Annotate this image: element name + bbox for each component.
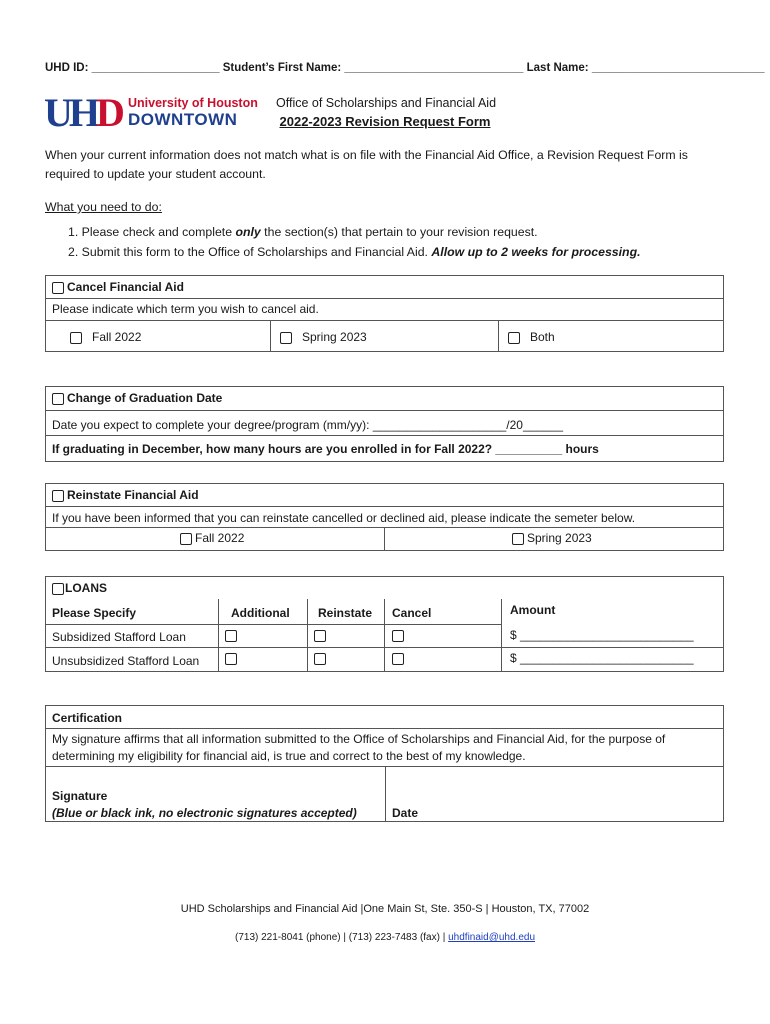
loans-header-additional: Additional: [231, 606, 290, 620]
cancel-option-both[interactable]: Both: [508, 330, 555, 344]
reinstate-title: Reinstate Financial Aid: [52, 488, 199, 502]
graduation-checkbox[interactable]: [52, 393, 64, 405]
loans-section: [45, 576, 724, 672]
reinstate-spring-checkbox[interactable]: [512, 533, 524, 545]
reinstate-checkbox[interactable]: [52, 490, 64, 502]
loan-row-unsubsidized: Unsubsidized Stafford Loan: [52, 654, 200, 668]
footer-address: UHD Scholarships and Financial Aid |One Main St, Ste. 350-S | Houston, TX, 77002: [180, 903, 590, 915]
unsubsidized-amount-field[interactable]: $ __________________________: [510, 651, 694, 665]
spring-2023-checkbox[interactable]: [280, 332, 292, 344]
instruction-step-2: 2. Submit this form to the Office of Scholarships and Financial Aid. Allow up to 2 weeks for processing.: [68, 245, 641, 259]
id-name-line[interactable]: UHD ID: ____________________ Student’s First Name: ____________________________ Last Name: ___________________________: [45, 62, 765, 74]
signature-label: Signature: [52, 789, 108, 803]
loans-checkbox[interactable]: [52, 583, 64, 595]
signature-note: (Blue or black ink, no electronic signatures accepted): [52, 806, 357, 820]
subsidized-amount-field[interactable]: $ __________________________: [510, 628, 694, 642]
cancel-option-spring[interactable]: Spring 2023: [280, 330, 367, 344]
certification-text: My signature affirms that all information submitted to the Office of Scholarships and Financial Aid, for the purpose of determining my eligibility for financial aid, is true and correct to the best of my knowledge.: [52, 732, 666, 763]
graduation-section: [45, 386, 724, 462]
logo-line-2: DOWNTOWN: [128, 110, 238, 129]
certification-section: [45, 705, 724, 822]
instruction-step-1: 1. Please check and complete only the section(s) that pertain to your revision request.: [68, 225, 538, 239]
office-name: Office of Scholarships and Financial Aid: [276, 96, 497, 110]
graduation-date-field[interactable]: Date you expect to complete your degree/program (mm/yy): ____________________/20______: [52, 418, 564, 432]
email-link[interactable]: uhdfinaid@uhd.edu: [448, 932, 535, 943]
reinstate-fall-checkbox[interactable]: [180, 533, 192, 545]
loans-header-amount: Amount: [510, 603, 556, 617]
both-checkbox[interactable]: [508, 332, 520, 344]
loans-title: LOANS: [52, 581, 107, 595]
intro-text: When your current information does not match what is on file with the Financial Aid Office, a Revision Request Form is required to update your student account.: [45, 148, 688, 181]
graduation-title: Change of Graduation Date: [52, 391, 222, 405]
certification-title: Certification: [52, 711, 123, 725]
logo-line-1: University of Houston: [128, 96, 258, 110]
unsubsidized-additional-checkbox[interactable]: [225, 653, 237, 665]
loans-header-specify: Please Specify: [52, 606, 137, 620]
cancel-aid-section: [45, 275, 724, 352]
loans-header-cancel: Cancel: [392, 606, 432, 620]
reinstate-prompt: If you have been informed that you can reinstate cancelled or declined aid, please indicate the semeter below.: [52, 511, 636, 525]
subsidized-cancel-checkbox[interactable]: [392, 630, 404, 642]
uhd-logo: [44, 94, 258, 130]
subsidized-reinstate-checkbox[interactable]: [314, 630, 326, 642]
form-title: 2022-2023 Revision Request Form: [279, 114, 491, 129]
reinstate-section: [45, 483, 724, 551]
logo-mark-text: UHD: [44, 94, 121, 130]
reinstate-option-fall[interactable]: Fall 2022: [180, 531, 244, 545]
signature-field[interactable]: [46, 766, 385, 821]
date-label: Date: [392, 806, 419, 820]
loan-row-subsidized: Subsidized Stafford Loan: [52, 630, 186, 644]
instructions-heading: What you need to do:: [45, 200, 162, 214]
fall-2022-checkbox[interactable]: [70, 332, 82, 344]
subsidized-additional-checkbox[interactable]: [225, 630, 237, 642]
uhd-logo-mark: [44, 94, 128, 130]
cancel-aid-title: Cancel Financial Aid: [52, 280, 184, 294]
date-field[interactable]: [386, 766, 723, 821]
cancel-aid-prompt: Please indicate which term you wish to cancel aid.: [52, 302, 319, 316]
reinstate-option-spring[interactable]: Spring 2023: [512, 531, 592, 545]
cancel-option-fall[interactable]: Fall 2022: [70, 330, 141, 344]
footer-contact: (713) 221-8041 (phone) | (713) 223-7483 (fax) | uhdfinaid@uhd.edu: [235, 932, 535, 943]
graduation-hours-field[interactable]: If graduating in December, how many hours are you enrolled in for Fall 2022? __________ hours: [52, 442, 599, 456]
unsubsidized-cancel-checkbox[interactable]: [392, 653, 404, 665]
unsubsidized-reinstate-checkbox[interactable]: [314, 653, 326, 665]
cancel-aid-checkbox[interactable]: [52, 282, 64, 294]
loans-header-reinstate: Reinstate: [318, 606, 373, 620]
